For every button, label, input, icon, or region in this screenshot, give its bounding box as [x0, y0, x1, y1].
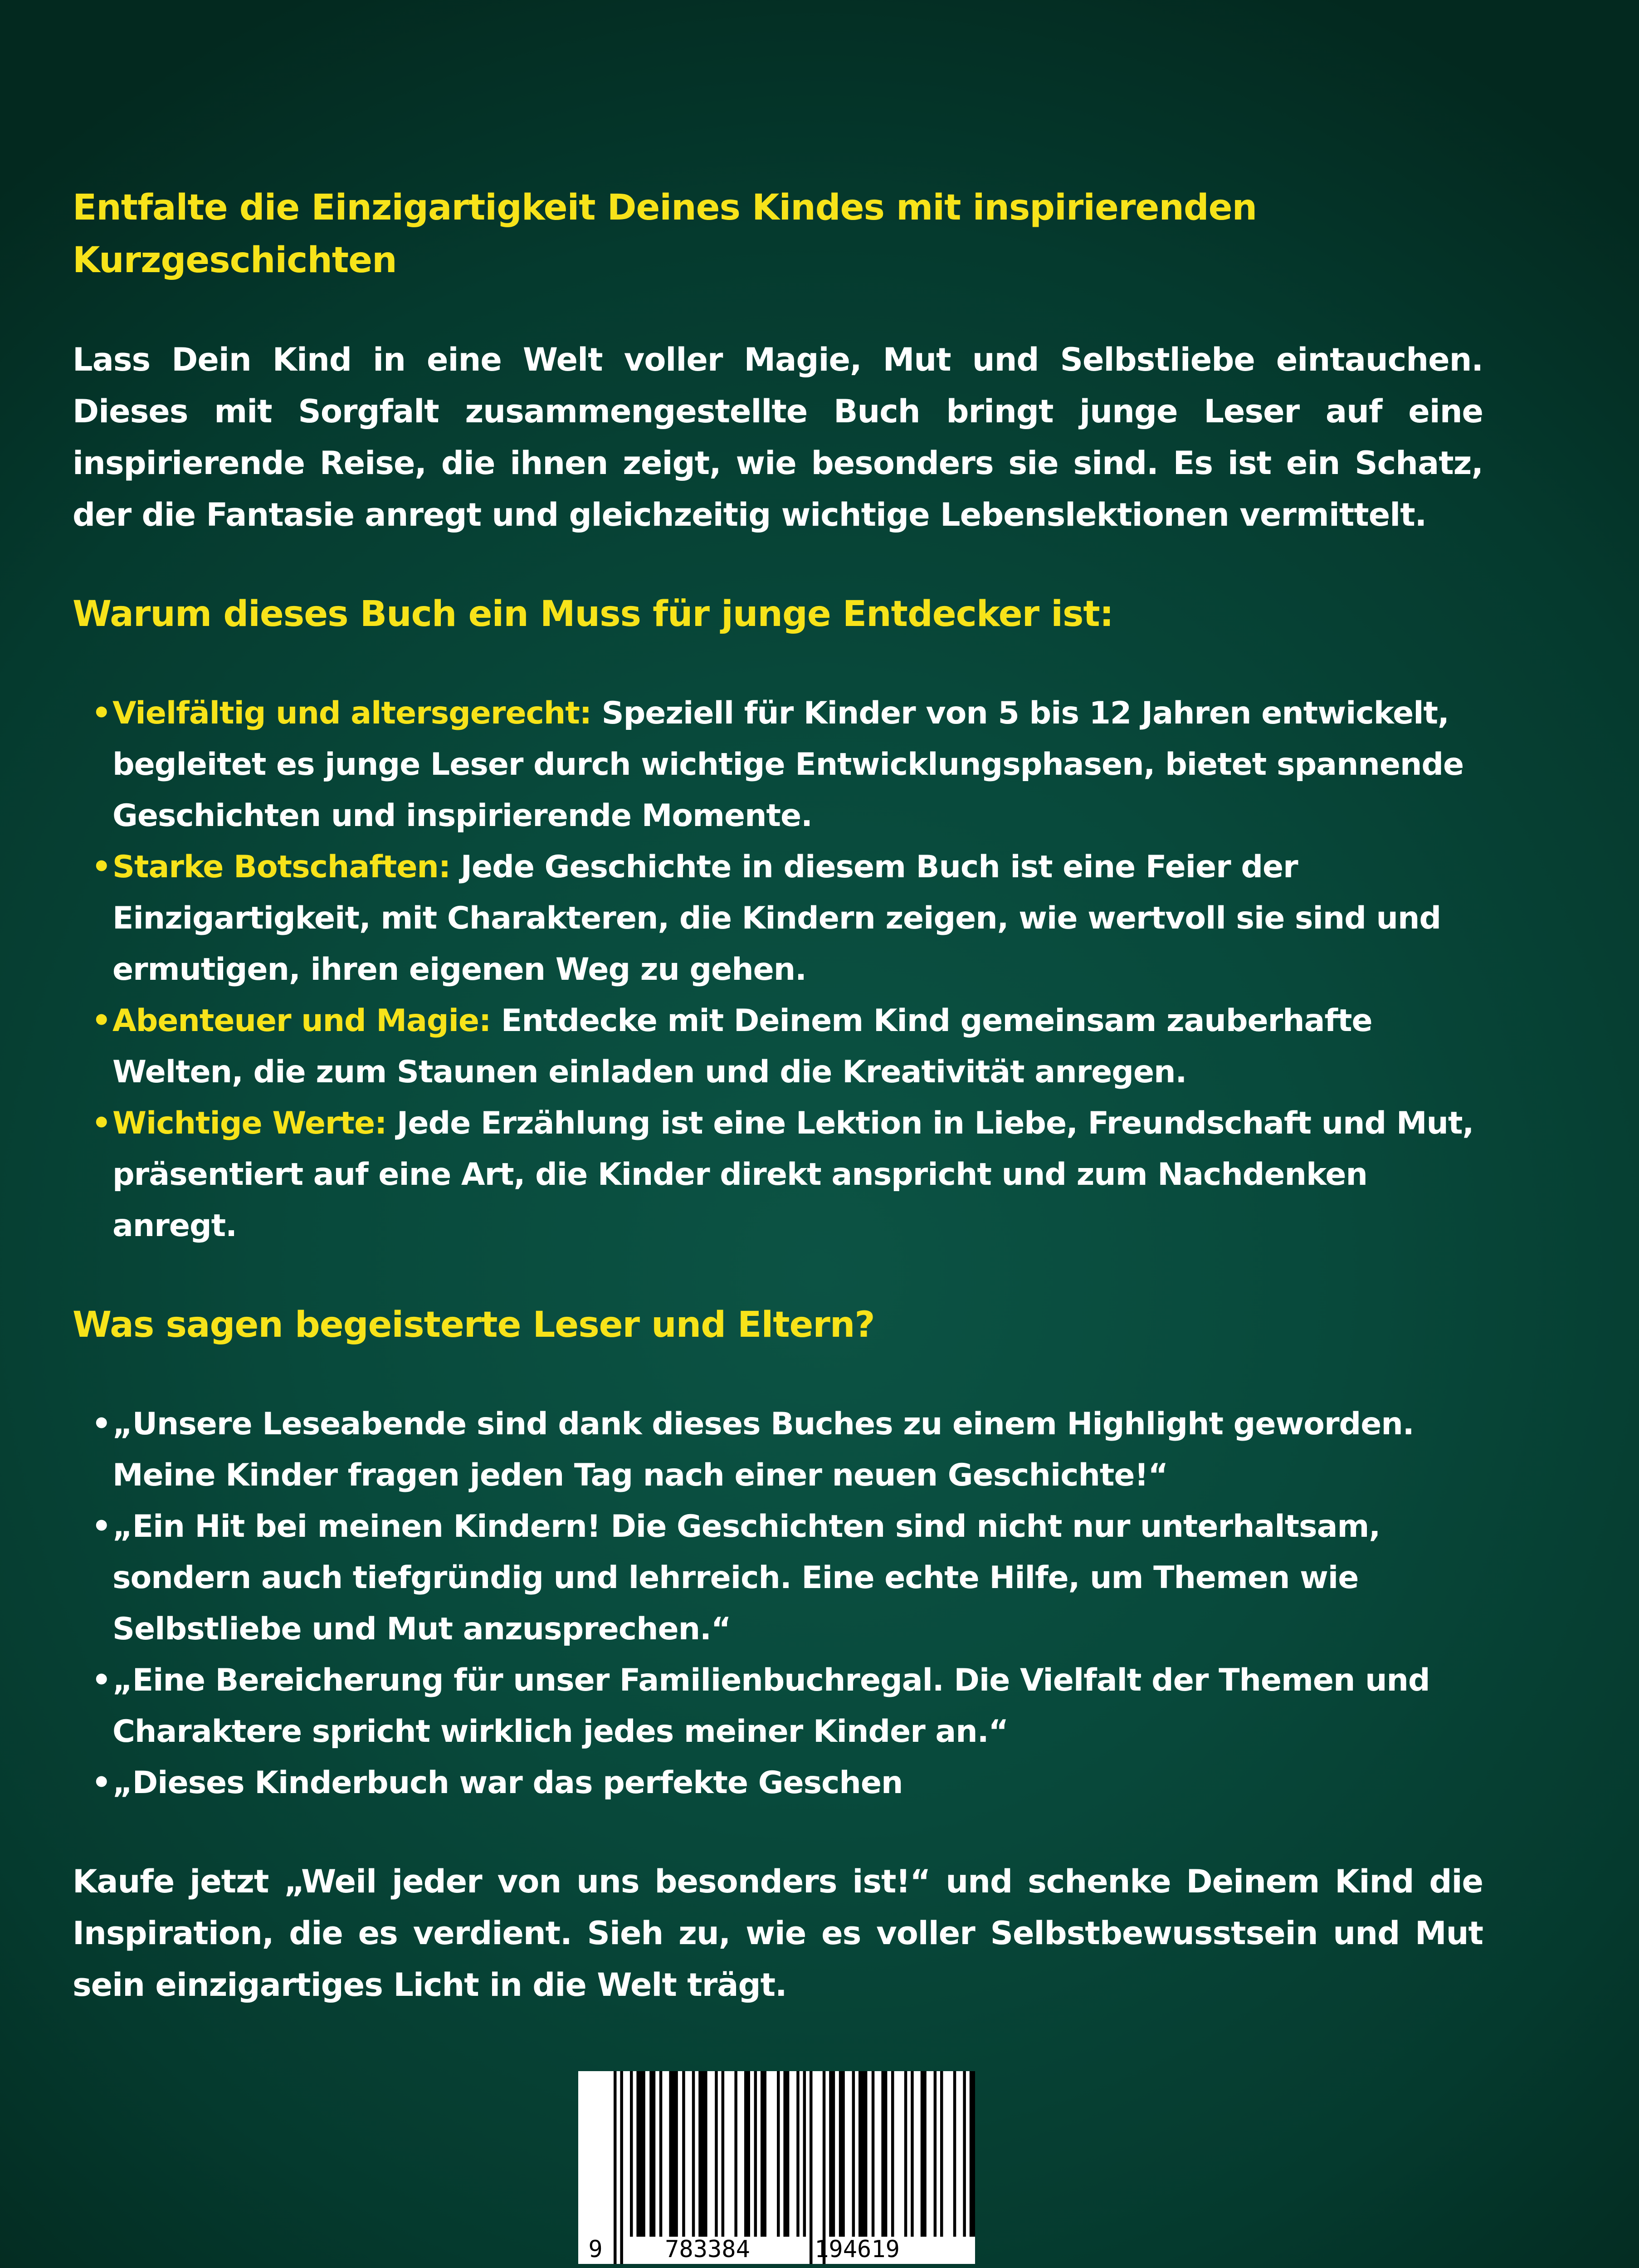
barcode-bar	[636, 2071, 645, 2237]
bullet-icon: •	[92, 1509, 111, 1545]
bullet-icon: •	[92, 1003, 111, 1039]
testimonial-text: „Eine Bereicherung für unser Familienbuchregal. Die Vielfalt der Themen und Charaktere spricht wirklich jedes meiner Kinder an.“	[112, 1662, 1430, 1750]
barcode-bar	[872, 2071, 875, 2237]
barcode-bar	[744, 2071, 750, 2237]
barcode-bar	[970, 2071, 975, 2237]
barcode-bar	[963, 2071, 966, 2237]
barcode-bar	[940, 2071, 943, 2237]
barcode-bar	[630, 2071, 633, 2237]
barcode-digit-first: 9	[588, 2236, 603, 2263]
barcode-group-left: 783384	[665, 2236, 750, 2263]
testimonial-item	[90, 1655, 1483, 1757]
barcode-bar	[934, 2071, 937, 2237]
bullet-icon: •	[92, 695, 111, 731]
barcode-bar	[754, 2071, 757, 2237]
barcode-bar	[852, 2071, 855, 2237]
bullet-icon: •	[92, 1765, 111, 1801]
feature-item	[90, 1098, 1483, 1251]
barcode-bar	[777, 2071, 780, 2237]
barcode-bar	[810, 2071, 813, 2264]
barcode-bar	[783, 2071, 789, 2237]
feature-item	[90, 688, 1483, 841]
feature-label: Starke Botschaften:	[112, 849, 451, 885]
closing-paragraph: Kaufe jetzt „Weil jeder von uns besonders ist!“ und schenke Deinem Kind die Inspiration, die es verdient. Sieh zu, wie es voller Selbstbewusstsein und Mut sein einzigartiges Licht in die Welt trägt.	[73, 1863, 1483, 2004]
testimonials-list	[73, 1398, 1483, 1809]
barcode-bar	[715, 2071, 718, 2237]
bullet-icon: •	[92, 849, 111, 885]
feature-text: Speziell für Kinder von 5 bis 12 Jahren entwickelt, begleitet es junge Leser durch wichtige Entwicklungsphasen, bietet spannende Geschichten und inspirierende Momente.	[112, 695, 1464, 834]
barcode-group-right: 194619	[815, 2236, 900, 2263]
bullet-icon: •	[92, 1662, 111, 1698]
barcode-bar	[682, 2071, 685, 2237]
barcode-graphic	[578, 2071, 975, 2264]
feature-label: Wichtige Werte:	[112, 1105, 387, 1141]
feature-item	[90, 995, 1483, 1098]
feature-text: Entdecke mit Deinem Kind gemeinsam zauberhafte Welten, die zum Staunen einladen und die Kreativität anregen.	[112, 1003, 1372, 1090]
testimonials-heading: Was sagen begeisterte Leser und Eltern?	[73, 1305, 875, 1345]
barcode-bar	[921, 2071, 927, 2237]
bullet-icon: •	[92, 1105, 111, 1141]
barcode-bar	[823, 2071, 826, 2264]
feature-label: Abenteuer und Magie:	[112, 1003, 491, 1039]
barcode-bar	[859, 2071, 867, 2237]
testimonial-item	[90, 1501, 1483, 1655]
testimonial-item	[90, 1757, 1483, 1809]
barcode-bar	[911, 2071, 914, 2237]
features-list	[73, 688, 1483, 1251]
barcode-bar	[904, 2071, 907, 2237]
testimonial-item	[90, 1398, 1483, 1501]
barcode-bar	[722, 2071, 725, 2237]
barcode-bar	[953, 2071, 956, 2237]
barcode-bar	[891, 2071, 894, 2237]
barcode-bar	[659, 2071, 663, 2237]
headline: Entfalte die Einzigartigkeit Deines Kindes mit inspirierenden Kurzgeschichten	[73, 187, 1257, 281]
testimonial-text: „Unsere Leseabende sind dank dieses Buches zu einem Highlight geworden. Meine Kinder fragen jeden Tag nach einer neuen Geschichte!“	[112, 1406, 1414, 1493]
cover-text	[73, 181, 1483, 2011]
isbn-barcode	[578, 2071, 975, 2264]
feature-item	[90, 841, 1483, 995]
barcode-bar	[803, 2071, 806, 2237]
barcode-bar	[614, 2071, 617, 2264]
barcode-bar	[620, 2071, 623, 2264]
features-heading: Warum dieses Buch ein Muss für junge Entdecker ist:	[73, 594, 1113, 635]
barcode-bar	[649, 2071, 655, 2237]
barcode-bar	[734, 2071, 737, 2237]
feature-text: Jede Erzählung ist eine Lektion in Liebe, Freundschaft und Mut, präsentiert auf eine Art, die Kinder direkt anspricht und zum Nachdenken anregt.	[112, 1105, 1474, 1244]
testimonial-text: „Ein Hit bei meinen Kindern! Die Geschichten sind nicht nur unterhaltsam, sondern auch tiefgründig und lehrreich. Eine echte Hilfe, um Themen wie Selbstliebe und Mut anzusprechen.“	[112, 1509, 1380, 1647]
barcode-bar	[669, 2071, 678, 2237]
barcode-bar	[698, 2071, 707, 2237]
feature-text: Jede Geschichte in diesem Buch ist eine Feier der Einzigartigkeit, mit Charakteren, die Kindern zeigen, wie wertvoll sie sind und ermutigen, ihren eigenen Weg zu gehen.	[112, 849, 1441, 987]
testimonial-text: „Dieses Kinderbuch war das perfekte Geschen	[112, 1765, 903, 1801]
intro-paragraph: Lass Dein Kind in eine Welt voller Magie, Mut und Selbstliebe eintauchen. Dieses mit Sorgfalt zusammengestellte Buch bringt junge Leser auf eine inspirierende Reise, die ihnen zeigt, wie besonders sie sind. Es ist ein Schatz, der die Fantasie anregt und gleichzeitig wichtige Lebenslektionen vermittelt.	[73, 341, 1483, 533]
barcode-bar	[881, 2071, 887, 2237]
barcode-bar	[829, 2071, 835, 2237]
bullet-icon: •	[92, 1406, 111, 1442]
feature-label: Vielfältig und altersgerecht:	[112, 695, 591, 731]
barcode-bar	[796, 2071, 800, 2237]
barcode-bar	[692, 2071, 695, 2237]
barcode-bar	[839, 2071, 845, 2237]
barcode-bar	[761, 2071, 766, 2237]
